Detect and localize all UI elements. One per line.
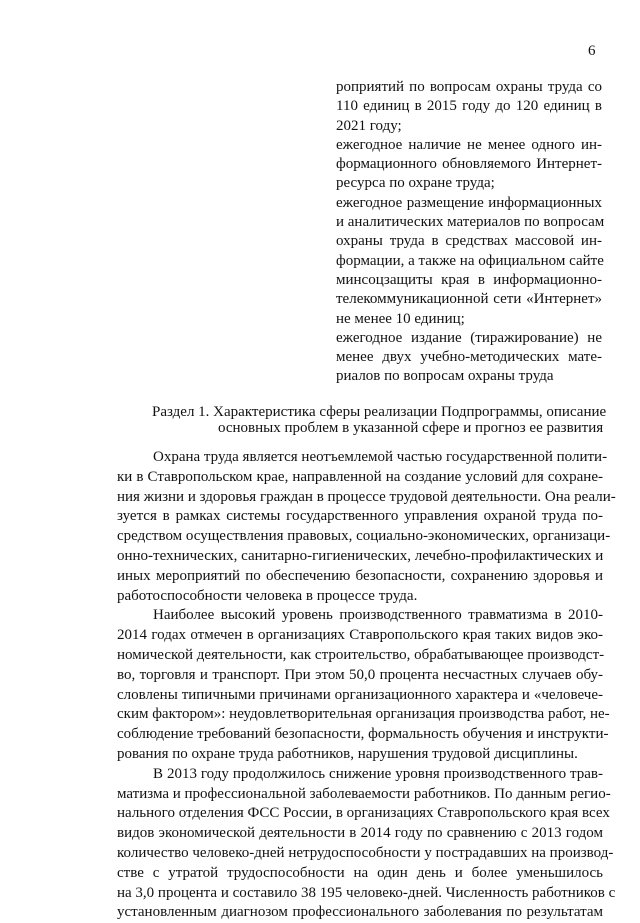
- text-line: минсоцзащиты края в информационно-: [336, 271, 602, 288]
- text-line: во, торговля и транспорт. При этом 50,0 процента несчастных случаев обу-: [117, 666, 603, 683]
- text-line: средством осуществления правовых, социально-экономических, организаци-: [117, 528, 611, 545]
- text-line: формации, а также на официальном сайте: [336, 252, 604, 269]
- section-heading-line: основных проблем в указанной сфере и прогноз ее развития: [218, 420, 604, 436]
- text-line: ежегодное размещение информационных: [336, 194, 602, 211]
- text-line: соблюдение требований безопасности, формальность обучения и инструкти-: [117, 726, 609, 743]
- text-line: нального отделения ФСС России, в организациях Ставропольского края всех: [117, 805, 610, 822]
- text-line: номической деятельности, как строительство, обрабатывающее производст-: [117, 646, 605, 663]
- text-line: ресурса по охране труда;: [336, 175, 495, 192]
- section-heading-line: Раздел 1. Характеристика сферы реализации Подпрограммы, описание: [152, 404, 607, 420]
- text-line: формационного обновляемого Интернет-: [336, 156, 602, 173]
- text-line: 110 единиц в 2015 году до 120 единиц в: [336, 98, 602, 115]
- paragraph: [117, 765, 616, 923]
- text-line: работоспособности человека в процессе труда.: [117, 587, 418, 604]
- text-line: на 3,0 процента и составило 38 195 человеко-дней. Численность работников с: [117, 884, 616, 901]
- section-heading: [152, 404, 612, 436]
- text-line: и аналитических материалов по вопросам: [336, 214, 605, 231]
- text-line: В 2013 году продолжилось снижение уровня производственного трав-: [153, 765, 603, 782]
- text-line: рования по охране труда работников, нарушения трудовой дисциплины.: [117, 745, 578, 762]
- text-line: онно-технических, санитарно-гигиенических, лечебно-профилактических и: [117, 547, 604, 564]
- text-line: зуется в рамках системы государственного управления охраной труда по-: [117, 508, 603, 525]
- text-line: охраны труда в средствах массовой ин-: [336, 233, 602, 250]
- text-line: 2014 годах отмечен в организациях Ставропольского края таких видов эко-: [117, 627, 603, 644]
- paragraph: [117, 606, 610, 764]
- text-line: роприятий по вопросам охраны труда со: [336, 79, 602, 95]
- text-line: установленным диагнозом профессионального заболевания по результатам: [117, 904, 603, 921]
- text-line: стве с утратой трудоспособности на один день и более уменьшилось: [117, 864, 603, 881]
- text-line: не менее 10 единиц;: [336, 310, 465, 327]
- text-line: словлены типичными причинами организационного характера и «человече-: [117, 686, 603, 703]
- text-line: иных мероприятий по обеспечению безопасности, сохранению здоровья и: [117, 567, 603, 584]
- text-line: ки в Ставропольском крае, направленной на создание условий для сохране-: [117, 468, 603, 485]
- text-line: телекоммуникационной сети «Интернет»: [336, 291, 602, 308]
- paragraph: [117, 448, 616, 606]
- text-line: менее двух учебно-методических мате-: [336, 349, 602, 366]
- text-line: матизма и профессиональной заболеваемости работников. По данным регио-: [117, 785, 611, 802]
- text-line: ежегодное издание (тиражирование) не: [336, 329, 602, 346]
- text-line: видов экономической деятельности в 2014 году по сравнению с 2013 годом: [117, 825, 603, 842]
- text-line: риалов по вопросам охраны труда: [336, 368, 554, 385]
- text-line: Охрана труда является неотъемлемой частью государственной полити-: [153, 449, 608, 465]
- target-indicators-block: [336, 78, 605, 387]
- text-line: ским фактором»: неудовлетворительная организация производства работ, не-: [117, 706, 610, 723]
- text-line: 2021 году;: [336, 117, 402, 134]
- text-line: ния жизни и здоровья граждан в процессе трудовой деятельности. Она реали-: [117, 488, 616, 505]
- text-line: Наиболее высокий уровень производственного травматизма в 2010-: [153, 607, 603, 624]
- text-line: ежегодное наличие не менее одного ин-: [336, 136, 602, 153]
- text-line: количество человеко-дней нетрудоспособности у пострадавших на производ-: [117, 844, 614, 861]
- body-text: [117, 448, 616, 923]
- page-number: 6: [588, 43, 596, 59]
